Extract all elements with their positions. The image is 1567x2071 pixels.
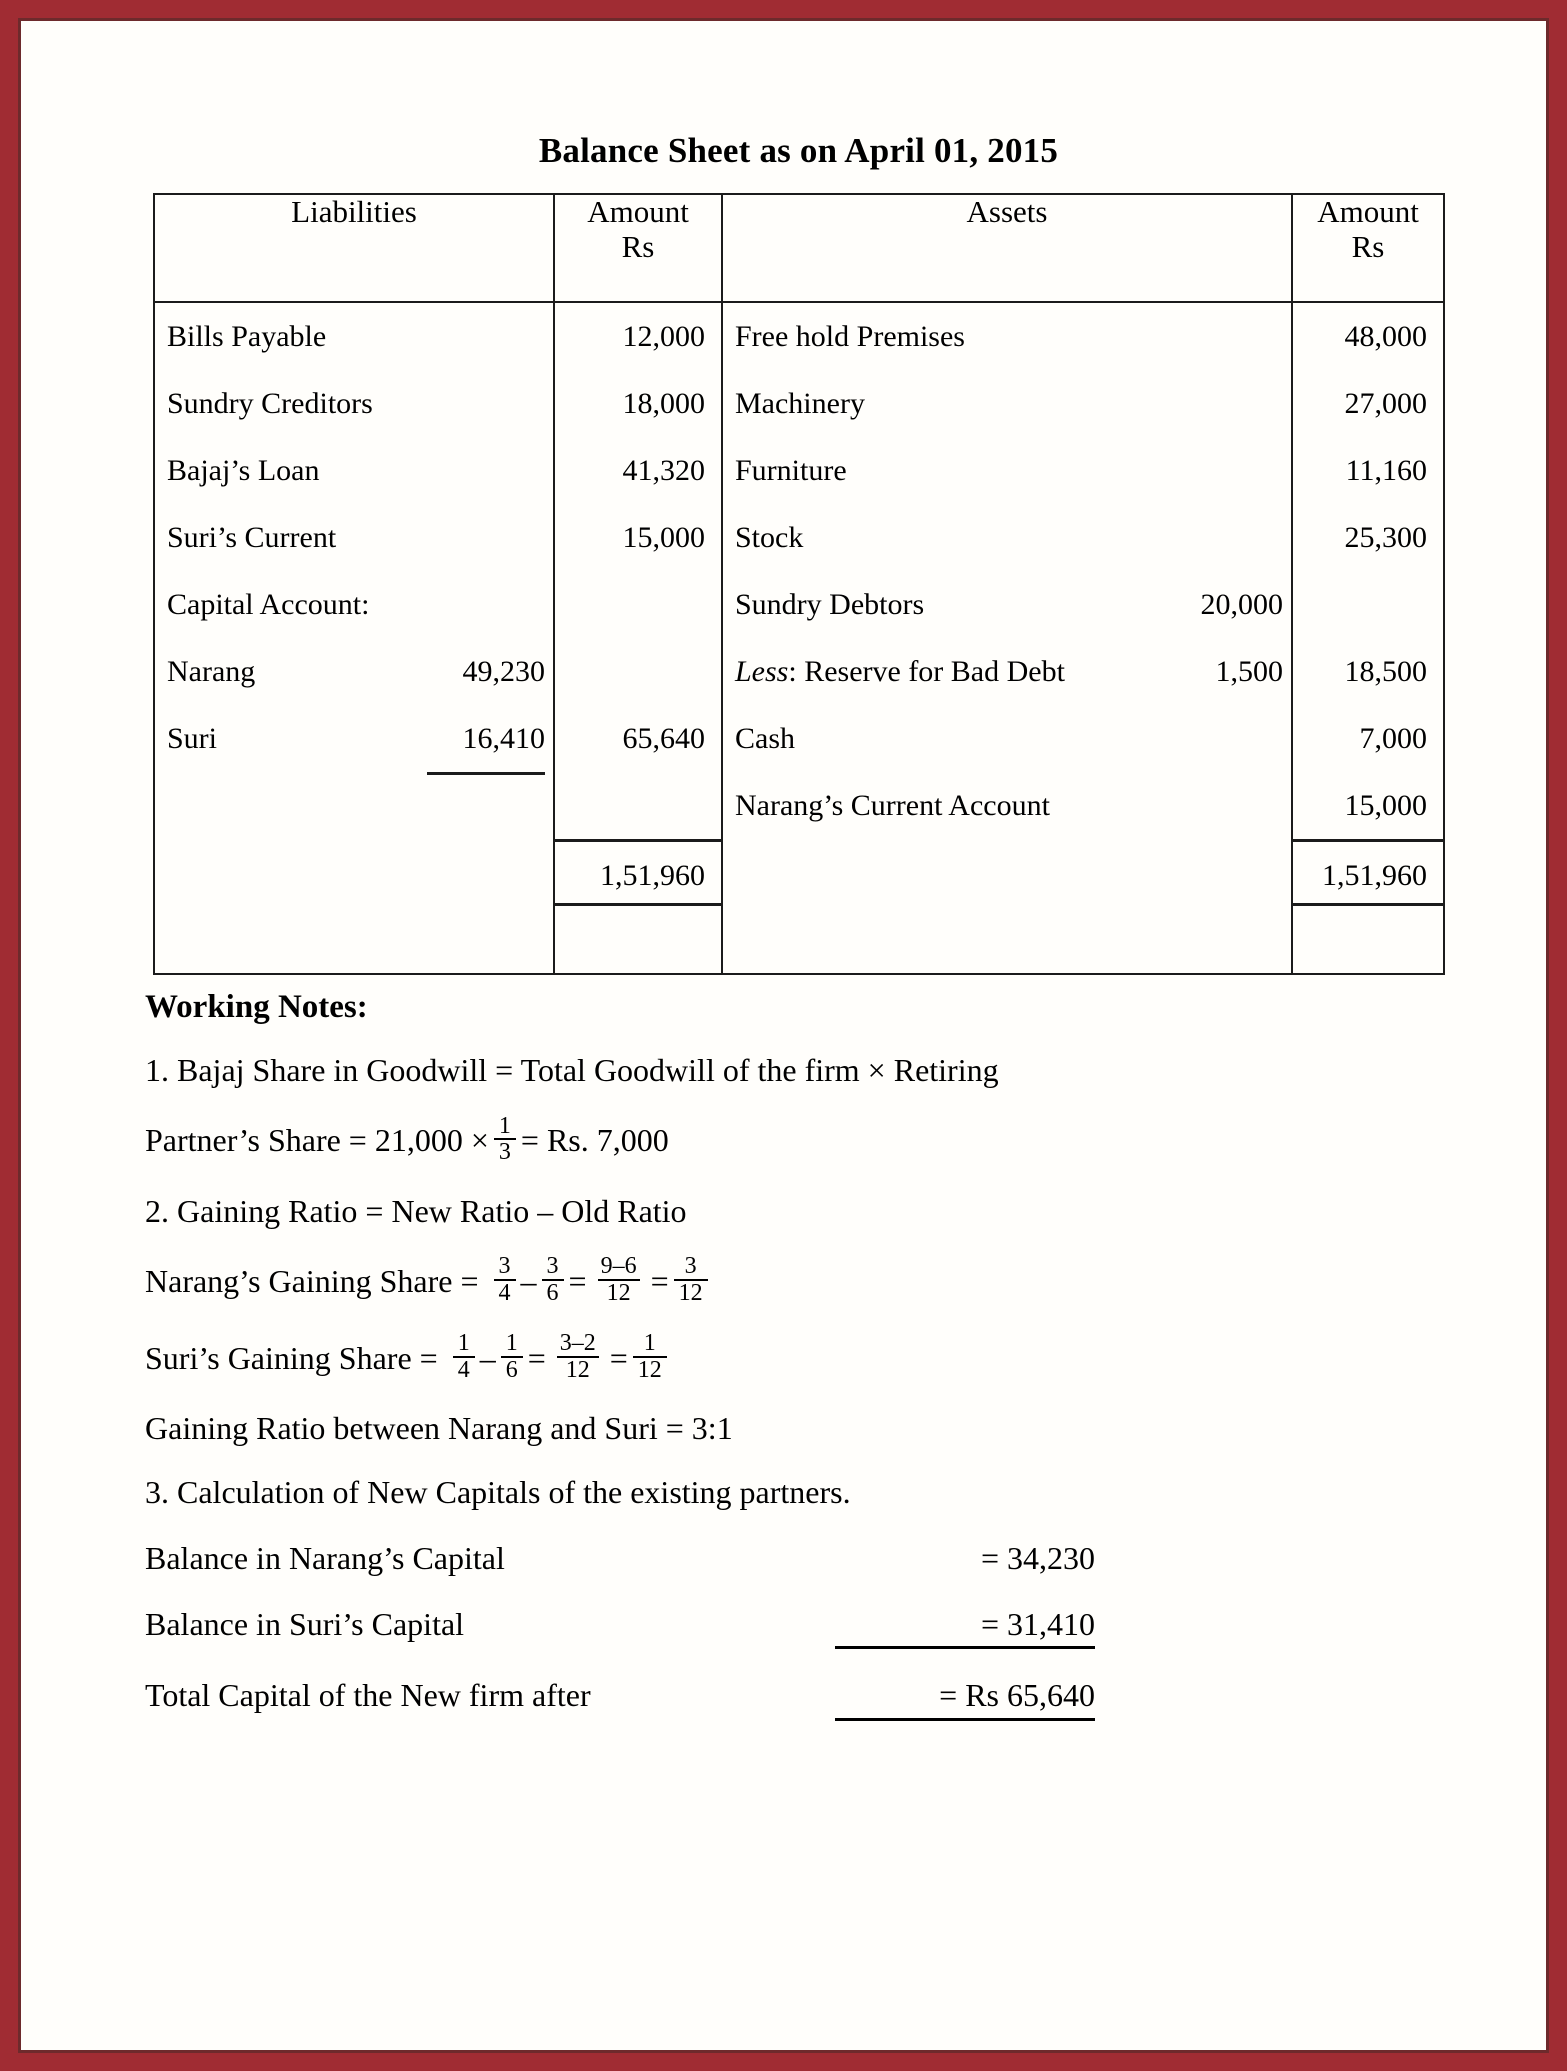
calc-row [145, 1606, 1428, 1650]
operator-minus: – [520, 1263, 537, 1300]
calc-row [145, 1677, 1428, 1721]
note1-line1: 1. Bajaj Share in Goodwill = Total Goodwill of the firm × Retiring [145, 1052, 999, 1088]
total-right: 1,51,960 [1293, 839, 1443, 906]
fraction-denominator: 12 [598, 1279, 640, 1305]
fraction-denominator: 6 [501, 1356, 523, 1382]
operator-equals: = [650, 1263, 669, 1300]
spacer-row [723, 906, 1291, 973]
calc-label: Total Capital of the New firm after [145, 1677, 591, 1714]
fraction-suri-diff [551, 1331, 605, 1382]
operator-equals: = [609, 1339, 628, 1376]
amount-value: 15,000 [622, 521, 705, 554]
fraction-numerator: 1 [505, 1330, 518, 1357]
liability-label: Bajaj’s Loan [167, 454, 320, 487]
assets-cell [722, 302, 1292, 974]
amount-right-cell [1292, 302, 1444, 974]
fraction-denominator: 4 [494, 1279, 516, 1305]
amount-value: 18,000 [622, 387, 705, 420]
liability-label: Suri’s Current [167, 521, 337, 554]
fraction-denominator: 12 [557, 1356, 599, 1382]
asset-label-less: Less: Reserve for Bad Debt [735, 655, 1065, 688]
liability-label: Narang [167, 655, 256, 688]
note1-line2 [145, 1112, 1428, 1167]
fraction-denominator: 3 [494, 1138, 516, 1164]
fraction-numerator: 3 [498, 1253, 511, 1280]
gaining-ratio-line: Gaining Ratio between Narang and Suri = 3:1 [145, 1410, 733, 1447]
list-item [155, 638, 553, 705]
list-item [723, 437, 1291, 504]
liability-label: Bills Payable [167, 320, 327, 353]
list-item [155, 571, 553, 638]
list-item [723, 303, 1291, 370]
asset-inner-amount: 20,000 [1200, 588, 1283, 621]
fraction-narang-old [542, 1254, 564, 1305]
amount-value: 11,160 [1345, 454, 1427, 487]
fraction-narang-result [674, 1254, 708, 1305]
suri-gaining-label: Suri’s Gaining Share = [145, 1339, 438, 1376]
calc-value: = 34,230 [980, 1539, 1095, 1576]
asset-label: Furniture [735, 454, 847, 487]
spacer-row [555, 772, 721, 839]
fraction-numerator: 3–2 [559, 1330, 596, 1357]
asset-inner-amount: 1,500 [1215, 655, 1283, 688]
table-body-row [154, 302, 1444, 974]
liability-label: Sundry Creditors [167, 387, 373, 420]
fraction-narang-new [494, 1254, 516, 1305]
narang-gaining-label: Narang’s Gaining Share = [145, 1263, 479, 1300]
header-amount-left [554, 194, 722, 302]
asset-label: Sundry Debtors [735, 588, 925, 621]
fraction-numerator: 1 [643, 1330, 656, 1357]
note1-line2-prefix: Partner’s Share = 21,000 × [145, 1122, 489, 1159]
spacer-row [155, 772, 553, 839]
fraction-suri-new [453, 1331, 475, 1382]
header-amount-left-word: Amount [587, 194, 689, 229]
calc-value: = 31,410 [835, 1606, 1095, 1650]
amount-value [1293, 571, 1443, 638]
balance-sheet-table [153, 193, 1445, 975]
working-notes-body [139, 1052, 1428, 1721]
calc-row [145, 1540, 1428, 1578]
liability-inner-amount: 49,230 [462, 655, 545, 688]
spacer-row [555, 906, 721, 973]
fraction-denominator: 12 [674, 1279, 708, 1305]
amount-value: 18,500 [1344, 655, 1427, 688]
fraction-numerator: 1 [457, 1330, 470, 1357]
spacer-row [723, 839, 1291, 906]
amount-value: 7,000 [1359, 722, 1427, 755]
liability-label: Suri [167, 722, 218, 755]
asset-label: Stock [735, 521, 804, 554]
calc-label: Balance in Suri’s Capital [145, 1605, 465, 1642]
liabilities-cell [154, 302, 554, 974]
calc-label: Balance in Narang’s Capital [145, 1539, 505, 1576]
calc-value: = Rs 65,640 [835, 1677, 1095, 1721]
amount-value: 41,320 [622, 454, 705, 487]
amount-value: 27,000 [1344, 387, 1427, 420]
spacer-row [155, 839, 553, 906]
note3-heading: 3. Calculation of New Capitals of the existing partners. [145, 1474, 851, 1511]
list-item [155, 370, 553, 437]
liability-label: Capital Account: [167, 588, 370, 621]
amount-left-cell [554, 302, 722, 974]
note1-line2-suffix: = Rs. 7,000 [520, 1122, 669, 1159]
header-amount-right-unit: Rs [1351, 228, 1385, 264]
operator-minus: – [479, 1339, 496, 1376]
fraction-suri-result [633, 1331, 667, 1382]
list-item [155, 504, 553, 571]
list-item [155, 437, 553, 504]
page-sheet [18, 18, 1549, 2053]
page-title: Balance Sheet as on April 01, 2015 [538, 131, 1059, 170]
amount-value: 12,000 [622, 320, 705, 353]
asset-label: Free hold Premises [735, 320, 965, 353]
amount-value [555, 571, 721, 638]
liability-subtotal-amount: 16,410 [427, 705, 545, 775]
header-amount-right-word: Amount [1317, 194, 1419, 229]
list-item [723, 772, 1291, 839]
list-item [723, 370, 1291, 437]
page-content [21, 21, 1546, 2050]
fraction-denominator: 6 [542, 1279, 564, 1305]
list-item [723, 705, 1291, 772]
fraction-numerator: 1 [498, 1112, 511, 1139]
fraction-narang-diff [592, 1254, 646, 1305]
fraction-numerator: 9–6 [600, 1253, 637, 1280]
list-item [723, 504, 1291, 571]
operator-equals: = [527, 1339, 546, 1376]
header-assets: Assets [722, 194, 1292, 302]
amount-value: 15,000 [1344, 789, 1427, 822]
note2-line1: 2. Gaining Ratio = New Ratio – Old Ratio [145, 1192, 687, 1229]
fraction-numerator: 3 [684, 1253, 697, 1280]
note2-narang-line [145, 1253, 1428, 1307]
asset-label: Machinery [735, 387, 865, 420]
table-header-row [154, 194, 1444, 302]
fraction-denominator: 12 [633, 1356, 667, 1382]
spacer-row [1293, 906, 1443, 973]
less-keyword: Less [735, 655, 789, 688]
working-notes-heading: Working Notes: [145, 989, 368, 1025]
amount-value: 25,300 [1344, 521, 1427, 554]
total-left: 1,51,960 [555, 839, 721, 906]
header-amount-left-unit: Rs [621, 228, 655, 264]
fraction-numerator: 3 [546, 1253, 559, 1280]
list-item [155, 705, 553, 772]
list-item [155, 303, 553, 370]
spacer-row [155, 906, 553, 973]
asset-label: Narang’s Current Account [735, 789, 1050, 822]
header-liabilities: Liabilities [154, 194, 554, 302]
fraction-one-third [494, 1114, 516, 1165]
fraction-suri-old [501, 1331, 523, 1382]
header-amount-right [1292, 194, 1444, 302]
asset-label: Cash [735, 722, 795, 755]
amount-value: 48,000 [1344, 320, 1427, 353]
note2-suri-line [145, 1330, 1428, 1384]
amount-value: 65,640 [622, 722, 705, 755]
fraction-denominator: 4 [453, 1356, 475, 1382]
list-item [723, 571, 1291, 638]
list-item [723, 638, 1291, 705]
amount-value [555, 638, 721, 705]
operator-equals: = [568, 1263, 587, 1300]
